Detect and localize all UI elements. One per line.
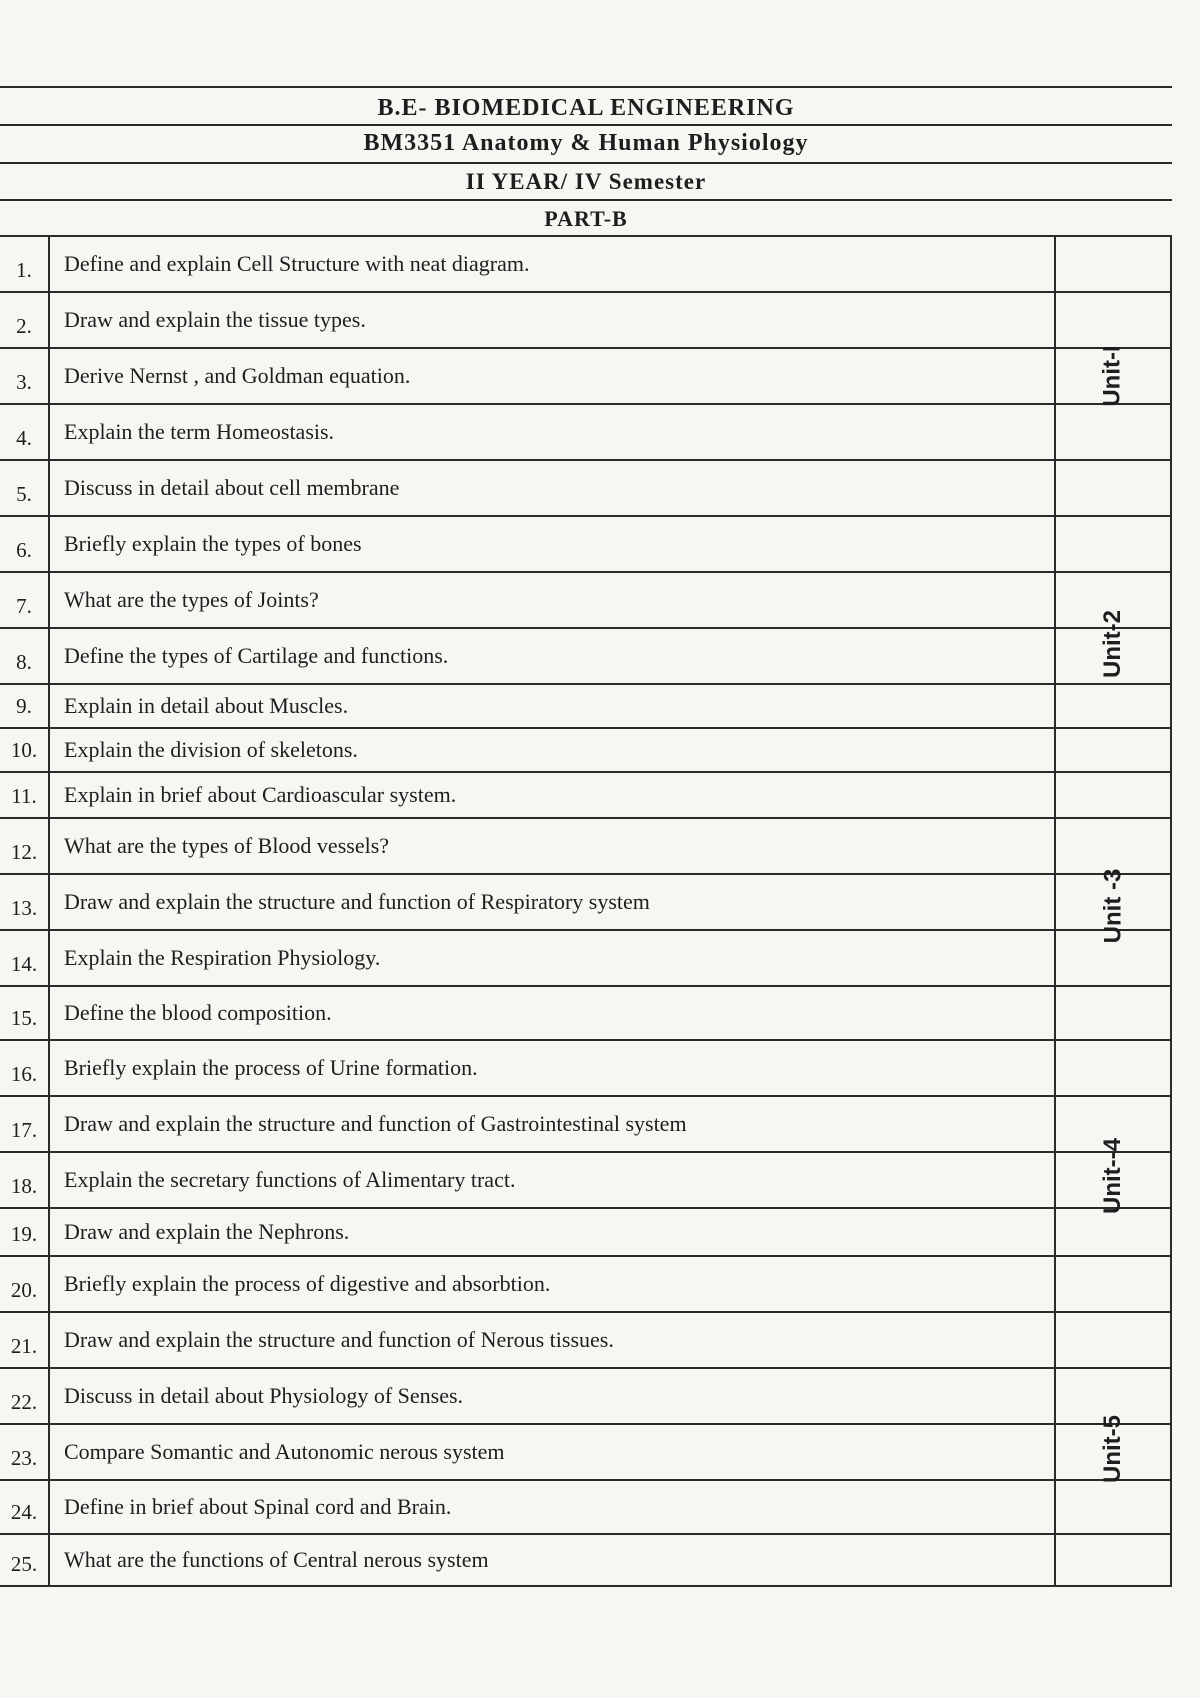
question-row bbox=[0, 237, 1170, 293]
question-number: 3. bbox=[0, 349, 50, 403]
question-text: Discuss in detail about cell membrane bbox=[50, 461, 1056, 515]
unit-cell bbox=[1056, 1041, 1170, 1313]
question-row bbox=[0, 1209, 1170, 1257]
question-number: 18. bbox=[0, 1153, 50, 1207]
program-title: B.E- BIOMEDICAL ENGINEERING bbox=[0, 86, 1172, 124]
question-number: 22. bbox=[0, 1369, 50, 1423]
question-number: 7. bbox=[0, 573, 50, 627]
question-number: 24. bbox=[0, 1481, 50, 1533]
question-row bbox=[0, 875, 1170, 931]
question-row bbox=[0, 573, 1170, 629]
question-row bbox=[0, 405, 1170, 461]
question-number: 19. bbox=[0, 1209, 50, 1255]
question-row bbox=[0, 819, 1170, 875]
question-row bbox=[0, 1481, 1170, 1535]
question-text: Draw and explain the structure and function of Gastrointestinal system bbox=[50, 1097, 1056, 1151]
question-text: Draw and explain the structure and function of Respiratory system bbox=[50, 875, 1056, 929]
unit-label: Unit-2 bbox=[1099, 610, 1126, 678]
question-number: 14. bbox=[0, 931, 50, 985]
question-text: Explain the term Homeostasis. bbox=[50, 405, 1056, 459]
question-number: 10. bbox=[0, 729, 50, 771]
unit-column bbox=[1056, 237, 1170, 1587]
unit-cell bbox=[1056, 237, 1170, 517]
question-text: Draw and explain the tissue types. bbox=[50, 293, 1056, 347]
question-text: Discuss in detail about Physiology of Senses. bbox=[50, 1369, 1056, 1423]
question-number: 20. bbox=[0, 1257, 50, 1311]
question-text: Draw and explain the Nephrons. bbox=[50, 1209, 1056, 1255]
question-row bbox=[0, 1257, 1170, 1313]
question-number: 2. bbox=[0, 293, 50, 347]
questions-table bbox=[0, 235, 1172, 1587]
question-number: 16. bbox=[0, 1041, 50, 1095]
question-number: 13. bbox=[0, 875, 50, 929]
question-number: 6. bbox=[0, 517, 50, 571]
question-row bbox=[0, 1097, 1170, 1153]
question-row bbox=[0, 773, 1170, 819]
question-row bbox=[0, 931, 1170, 987]
question-row bbox=[0, 729, 1170, 773]
unit-cell bbox=[1056, 1313, 1170, 1587]
question-number: 4. bbox=[0, 405, 50, 459]
question-text: Briefly explain the process of Urine formation. bbox=[50, 1041, 1056, 1095]
question-text: What are the types of Blood vessels? bbox=[50, 819, 1056, 873]
question-row bbox=[0, 1369, 1170, 1425]
question-text: Explain in brief about Cardioascular system. bbox=[50, 773, 1056, 817]
question-number: 15. bbox=[0, 987, 50, 1039]
unit-label: Unit -3 bbox=[1098, 868, 1126, 944]
question-row bbox=[0, 461, 1170, 517]
question-row bbox=[0, 517, 1170, 573]
question-text: Define in brief about Spinal cord and Brain. bbox=[50, 1481, 1056, 1533]
question-text: What are the functions of Central nerous system bbox=[50, 1535, 1056, 1585]
unit-label: Unit-I bbox=[1099, 345, 1126, 407]
question-sheet bbox=[0, 86, 1172, 1587]
question-number: 9. bbox=[0, 685, 50, 727]
course-title: BM3351 Anatomy & Human Physiology bbox=[0, 124, 1172, 162]
question-text: What are the types of Joints? bbox=[50, 573, 1056, 627]
question-text: Define the blood composition. bbox=[50, 987, 1056, 1039]
question-number: 5. bbox=[0, 461, 50, 515]
question-row bbox=[0, 1041, 1170, 1097]
question-number: 17. bbox=[0, 1097, 50, 1151]
unit-label: Unit-5 bbox=[1099, 1415, 1126, 1483]
question-rows bbox=[0, 237, 1170, 1587]
question-row bbox=[0, 1425, 1170, 1481]
question-text: Briefly explain the types of bones bbox=[50, 517, 1056, 571]
part-heading: PART-B bbox=[0, 199, 1172, 235]
question-row bbox=[0, 349, 1170, 405]
question-text: Define the types of Cartilage and functions. bbox=[50, 629, 1056, 683]
question-row bbox=[0, 987, 1170, 1041]
question-text: Define and explain Cell Structure with neat diagram. bbox=[50, 237, 1056, 291]
question-number: 1. bbox=[0, 237, 50, 291]
question-number: 25. bbox=[0, 1535, 50, 1585]
unit-label: Unit--4 bbox=[1098, 1138, 1126, 1214]
question-number: 12. bbox=[0, 819, 50, 873]
unit-cell bbox=[1056, 773, 1170, 1041]
question-text: Briefly explain the process of digestive and absorbtion. bbox=[50, 1257, 1056, 1311]
question-row bbox=[0, 1153, 1170, 1209]
question-row bbox=[0, 1535, 1170, 1587]
question-text: Draw and explain the structure and function of Nerous tissues. bbox=[50, 1313, 1056, 1367]
question-row bbox=[0, 293, 1170, 349]
question-text: Explain the secretary functions of Alimentary tract. bbox=[50, 1153, 1056, 1207]
question-number: 23. bbox=[0, 1425, 50, 1479]
question-text: Explain the Respiration Physiology. bbox=[50, 931, 1056, 985]
year-semester: II YEAR/ IV Semester bbox=[0, 162, 1172, 199]
question-row bbox=[0, 1313, 1170, 1369]
question-text: Explain the division of skeletons. bbox=[50, 729, 1056, 771]
unit-cell bbox=[1056, 517, 1170, 773]
question-number: 11. bbox=[0, 773, 50, 817]
question-row bbox=[0, 629, 1170, 685]
question-text: Compare Somantic and Autonomic nerous system bbox=[50, 1425, 1056, 1479]
question-text: Derive Nernst , and Goldman equation. bbox=[50, 349, 1056, 403]
question-text: Explain in detail about Muscles. bbox=[50, 685, 1056, 727]
question-number: 21. bbox=[0, 1313, 50, 1367]
question-number: 8. bbox=[0, 629, 50, 683]
question-row bbox=[0, 685, 1170, 729]
